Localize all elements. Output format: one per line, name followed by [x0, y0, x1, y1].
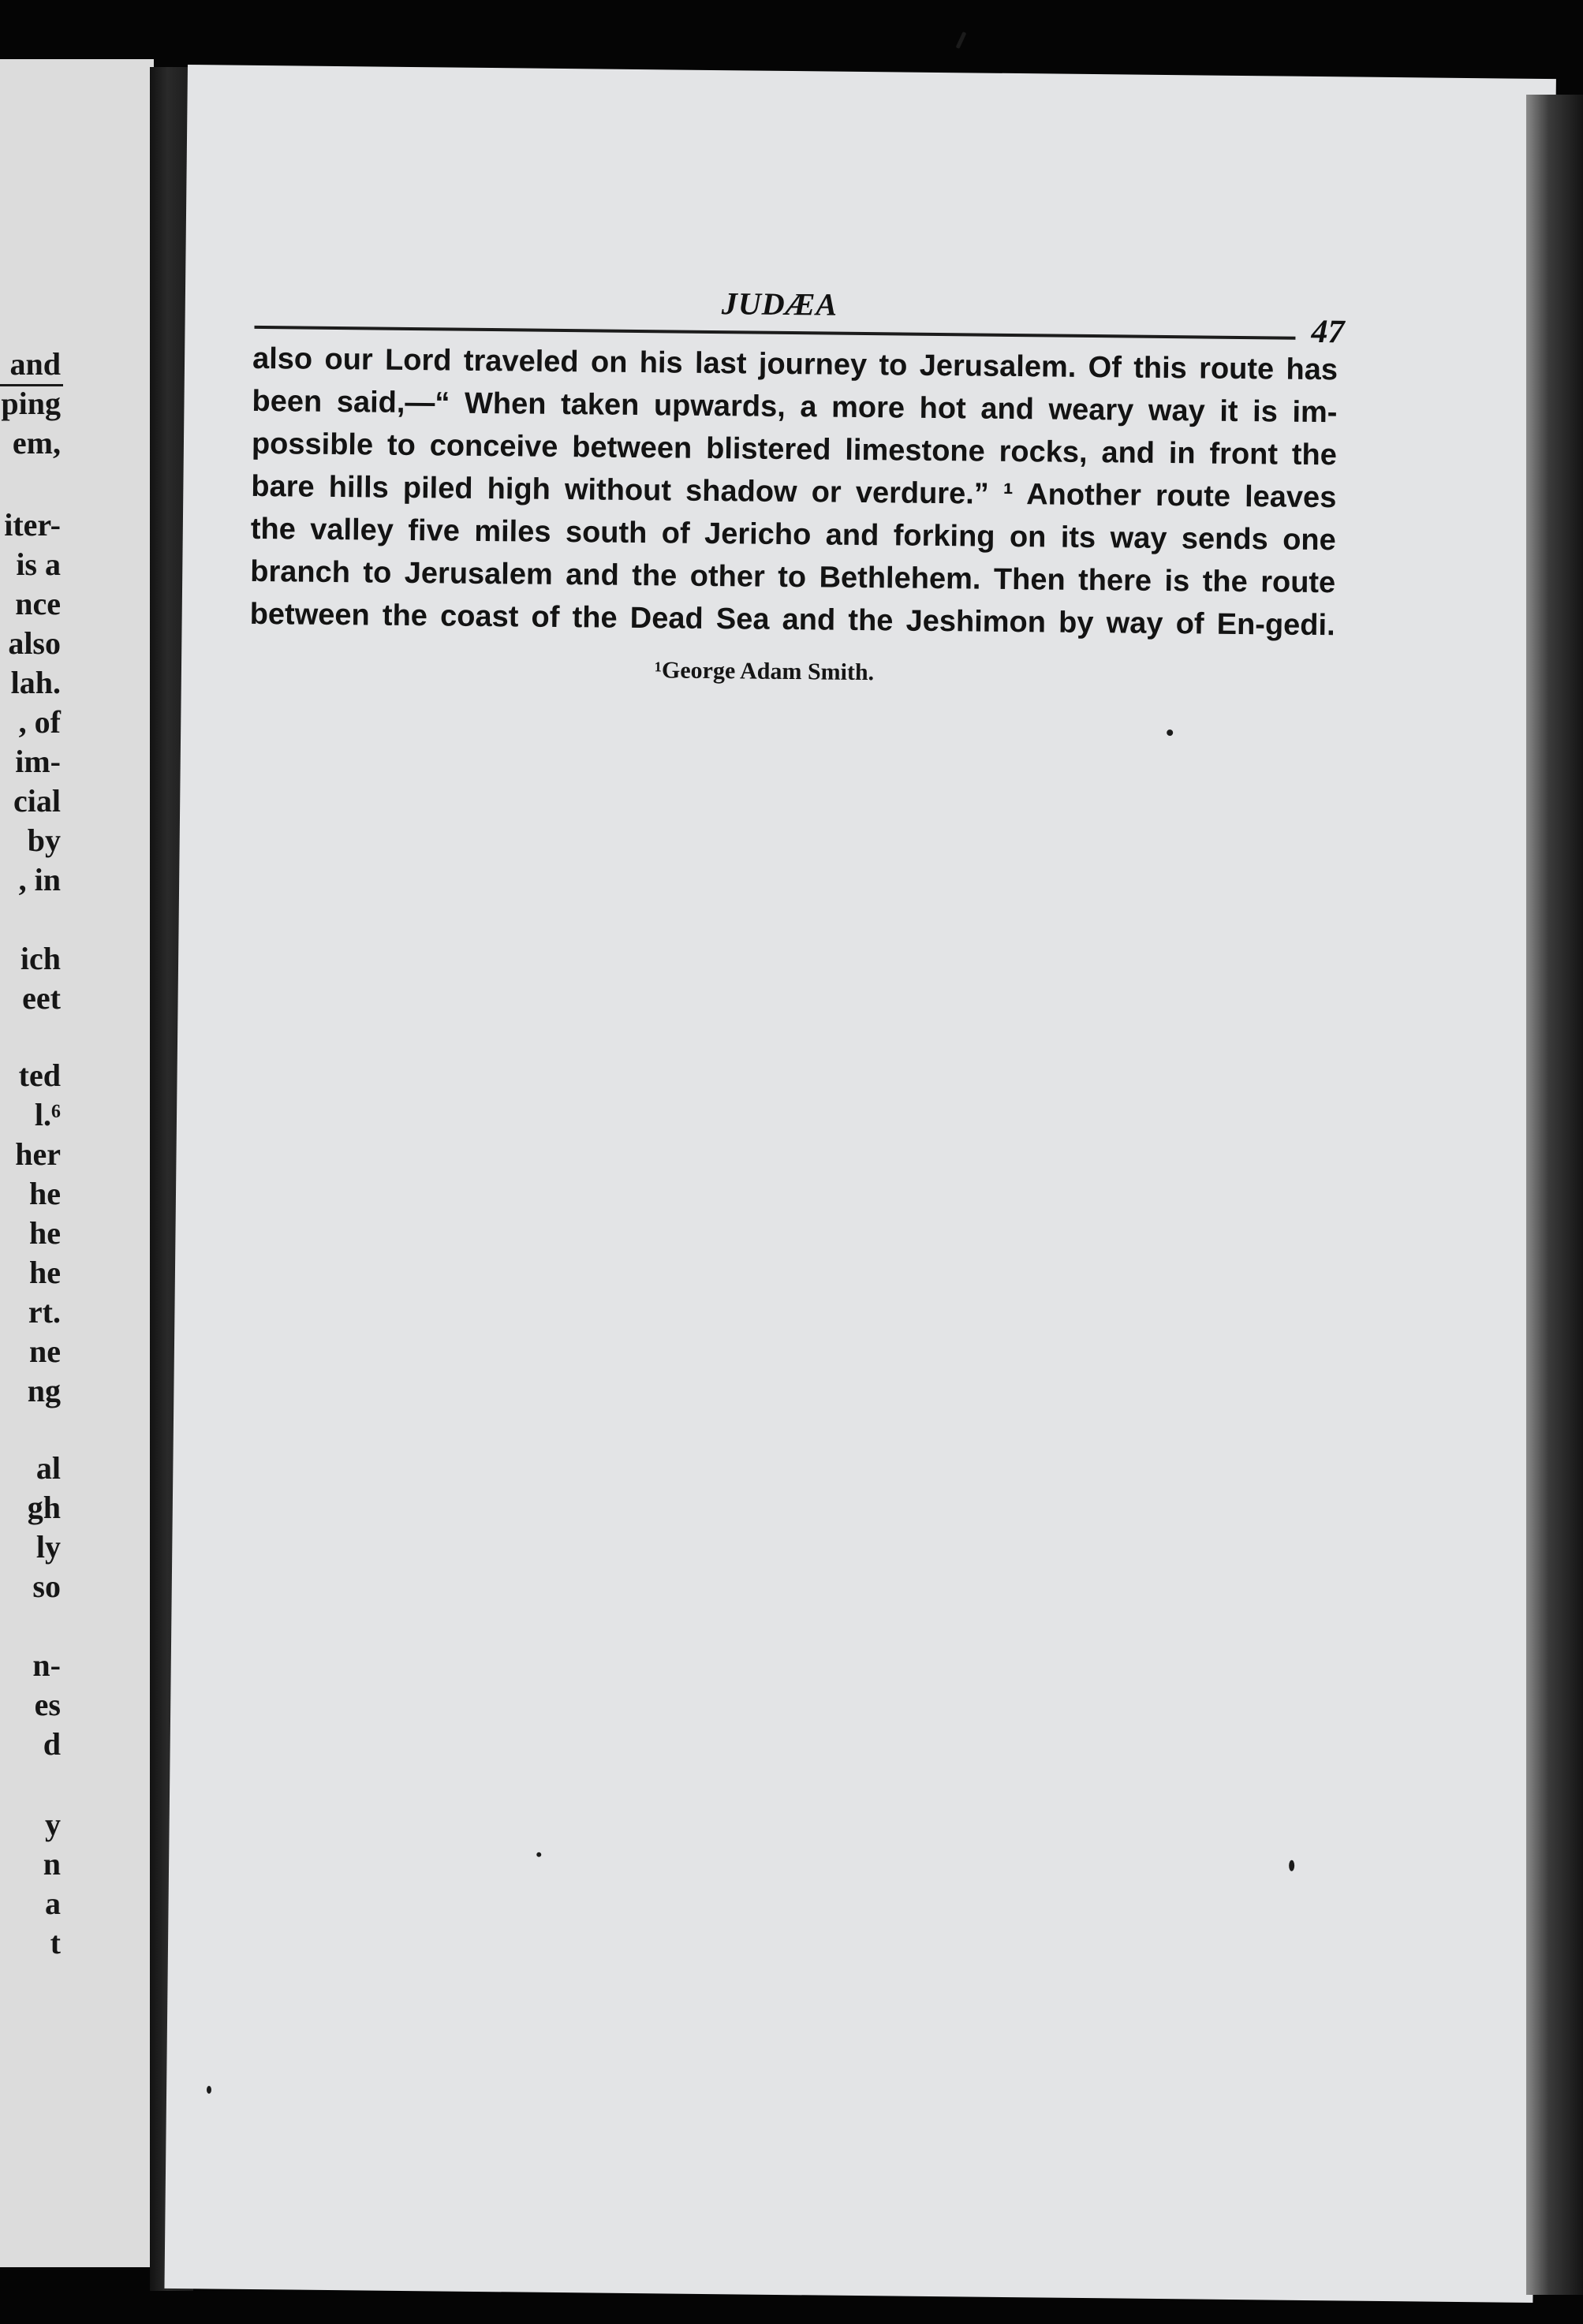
previous-page-line: gh — [27, 1490, 61, 1525]
previous-page-line: ping — [1, 386, 61, 421]
previous-page-line: he — [29, 1255, 61, 1290]
page-edge-stack — [1526, 95, 1583, 2295]
previous-page-line: by — [27, 823, 61, 858]
body-line: the valley five miles south of Jericho and forking on its way sends one — [250, 512, 1336, 558]
header-rule — [254, 326, 1295, 340]
previous-page-line: is a — [16, 546, 61, 582]
body-paragraph — [249, 338, 1338, 647]
previous-page-line: rt. — [28, 1294, 61, 1330]
footnote: ¹George Adam Smith. — [654, 657, 875, 686]
previous-page-line: es — [34, 1687, 61, 1722]
previous-page-line: y — [45, 1807, 61, 1842]
body-line: also our Lord traveled on his last journey to Jerusalem. Of this route has — [252, 341, 1338, 387]
previous-page-line: nce — [15, 586, 61, 621]
previous-page-line: cial — [13, 783, 61, 819]
previous-page-line: n — [43, 1846, 61, 1882]
body-line: been said,—“ When taken upwards, a more hot and weary way it is im- — [252, 384, 1338, 430]
page-number: 47 — [1311, 313, 1345, 351]
previous-page-line: lah. — [10, 665, 61, 700]
running-head: JUDÆA — [721, 285, 838, 323]
ink-speck — [1167, 729, 1173, 736]
ink-speck — [536, 1852, 541, 1857]
previous-page-line: a — [45, 1886, 61, 1921]
body-line: between the coast of the Dead Sea and the Jeshimon by way of En-gedi. — [249, 597, 1335, 643]
previous-page-line: , in — [18, 862, 61, 897]
previous-page-line: t — [50, 1925, 61, 1960]
previous-page-line: d — [43, 1726, 61, 1762]
previous-page-line: and — [9, 346, 61, 382]
previous-page-line: he — [29, 1215, 61, 1251]
previous-page-line: , of — [18, 704, 61, 740]
previous-page-line: ich — [20, 941, 61, 976]
ink-speck — [1289, 1860, 1294, 1871]
previous-page-line: also — [8, 625, 61, 661]
previous-page-line: l.⁶ — [34, 1097, 61, 1132]
previous-page-line: iter- — [4, 507, 61, 543]
ink-speck — [956, 32, 967, 49]
previous-page-line: ne — [29, 1334, 61, 1369]
previous-page-line: so — [32, 1569, 61, 1604]
previous-page-line: he — [29, 1176, 61, 1211]
previous-page-line: im- — [15, 744, 61, 779]
previous-page-line: al — [35, 1450, 61, 1486]
body-line: possible to conceive between blistered limestone rocks, and in front the — [251, 427, 1338, 472]
previous-page-line: ng — [27, 1373, 61, 1408]
previous-page-fragment — [0, 59, 154, 2267]
page-47 — [164, 65, 1555, 2303]
previous-page-line: eet — [22, 980, 61, 1016]
previous-page-line: ted — [18, 1058, 61, 1093]
body-line: bare hills piled high without shadow or verdure.” ¹ Another route leaves — [251, 469, 1337, 515]
ink-speck — [207, 2086, 211, 2094]
previous-page-line: her — [15, 1136, 61, 1172]
previous-page-line: em, — [12, 425, 61, 461]
previous-page-line: ly — [35, 1529, 61, 1565]
previous-page-line: n- — [32, 1647, 61, 1683]
body-line: branch to Jerusalem and the other to Bethlehem. Then there is the route — [250, 554, 1336, 600]
